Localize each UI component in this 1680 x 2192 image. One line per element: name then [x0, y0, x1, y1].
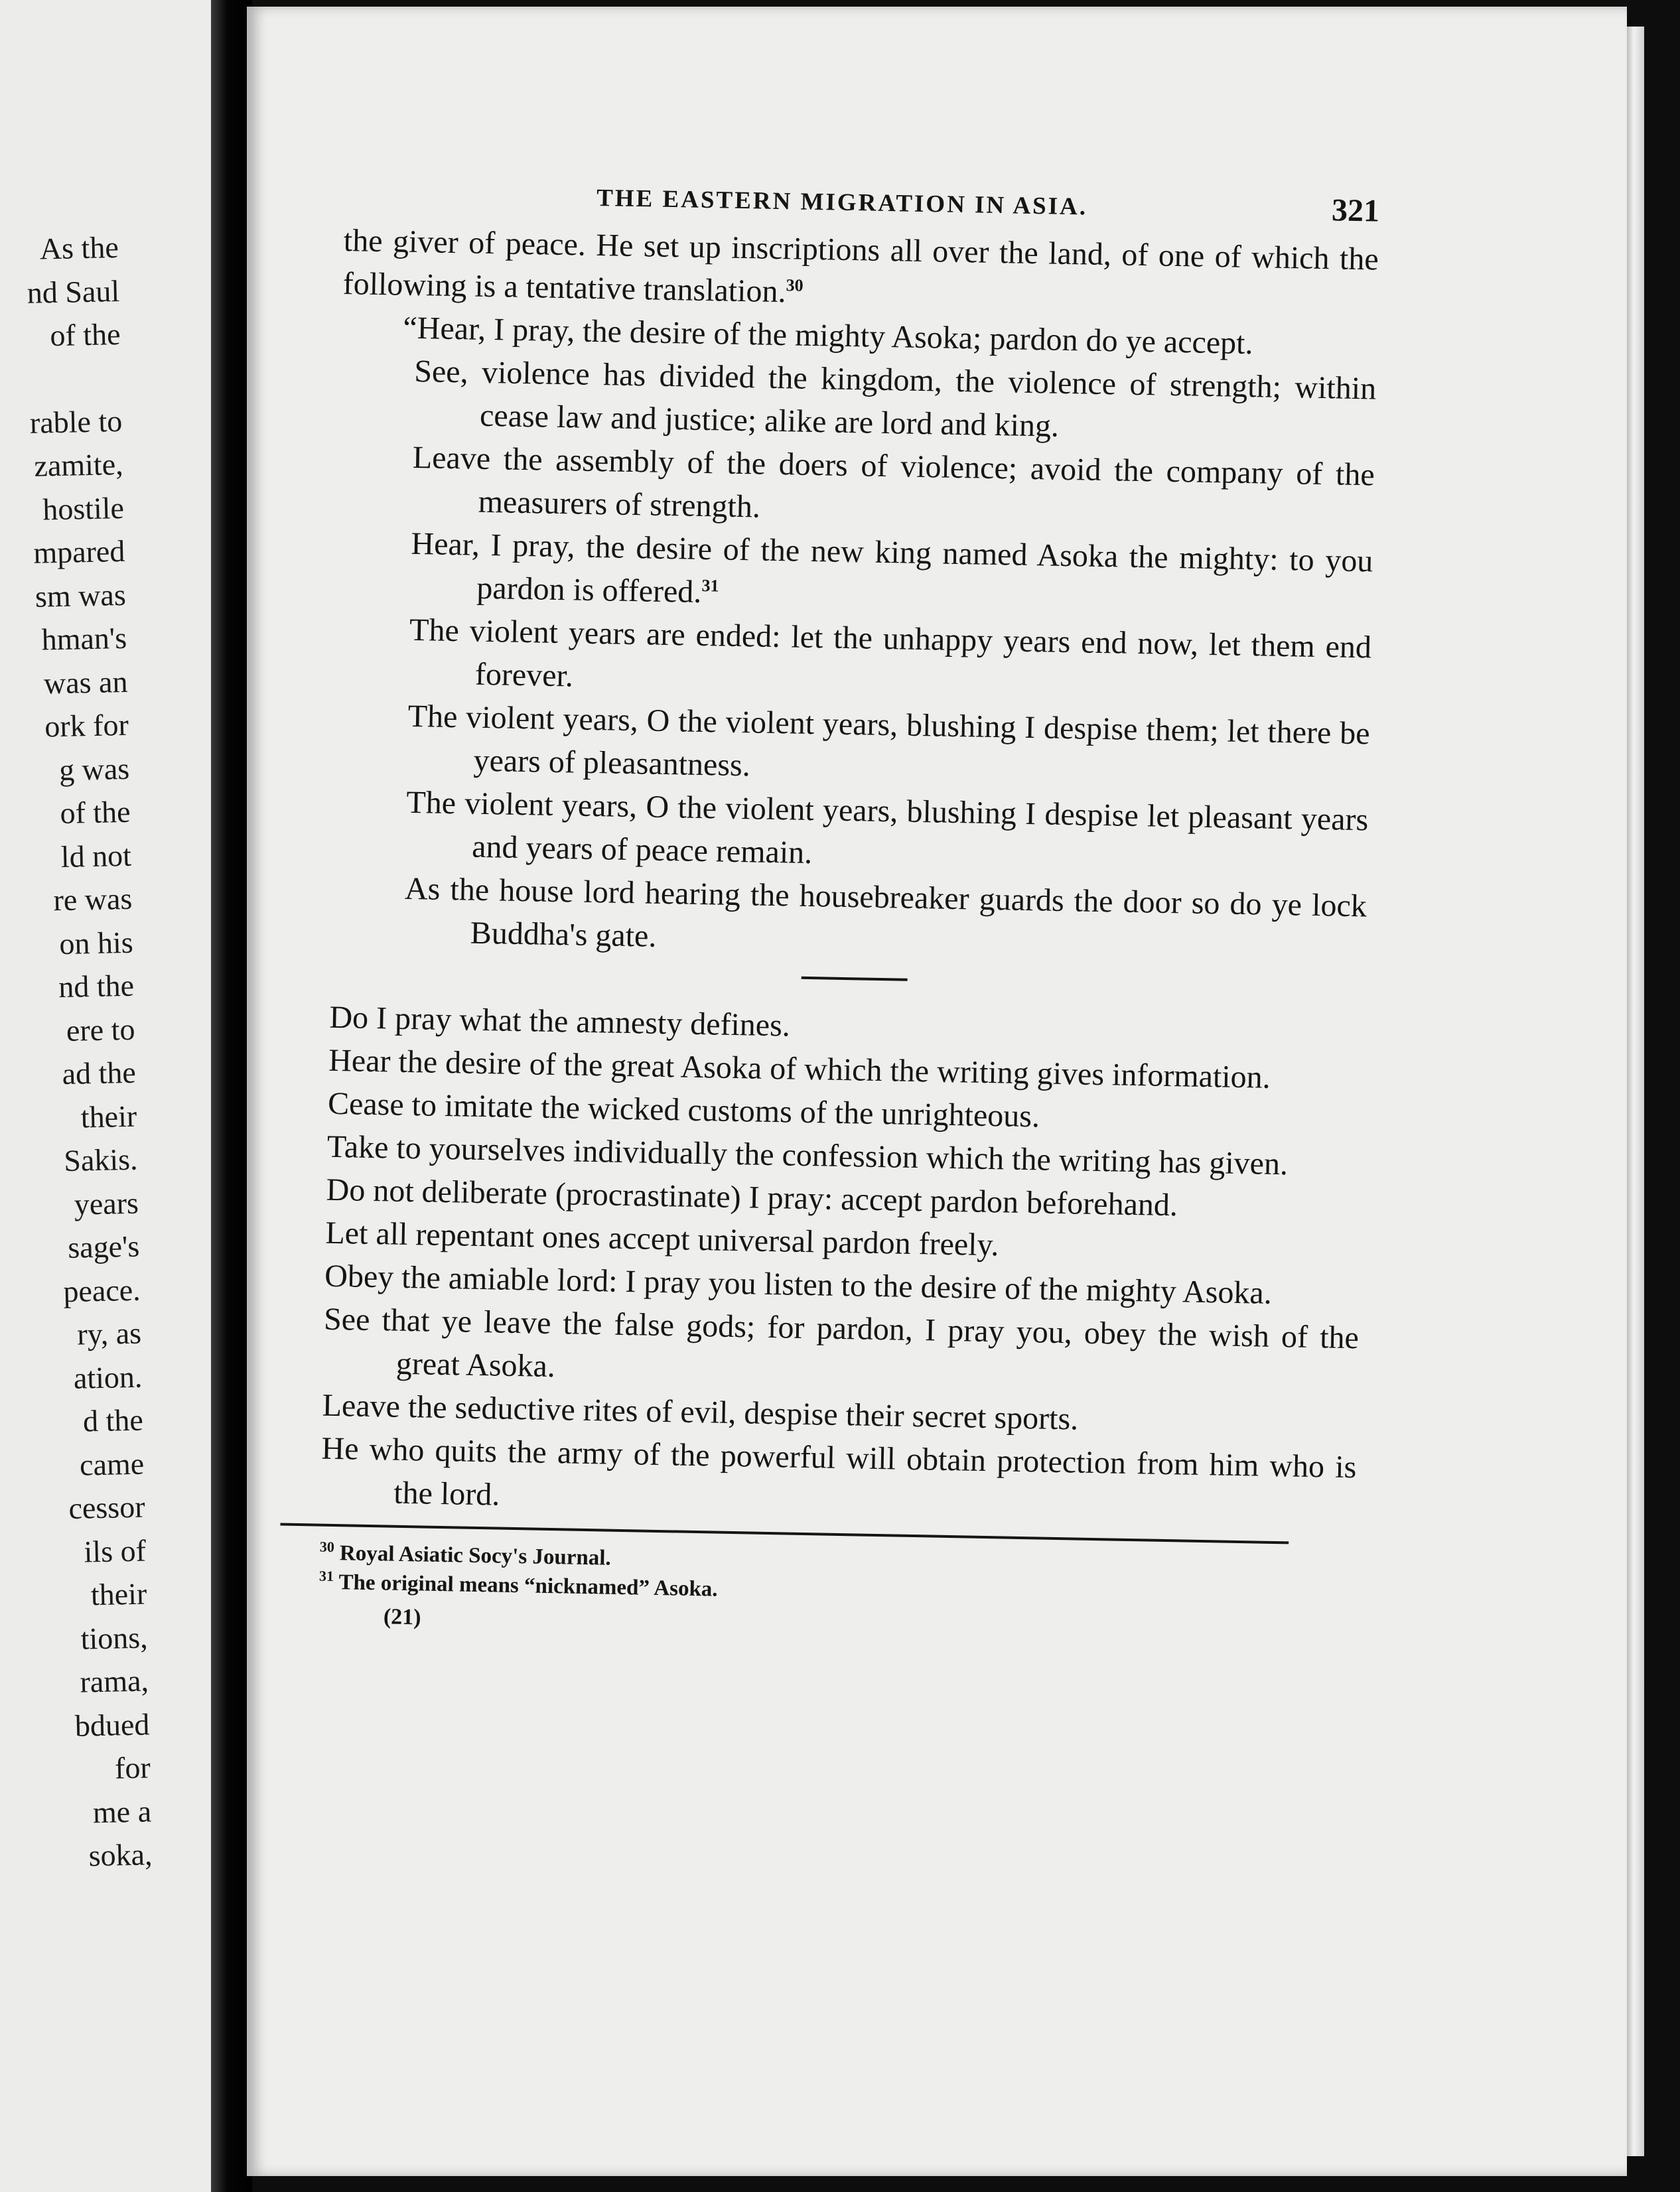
inscription-line: He who quits the army of the powerful will obtain protection from him who is the lord.	[321, 1430, 1357, 1513]
page-number: 321	[1331, 192, 1380, 229]
left-page-line: d the	[82, 1403, 144, 1438]
running-title: THE EASTERN MIGRATION IN ASIA.	[596, 184, 1088, 221]
left-page-line: bdued	[74, 1707, 150, 1743]
inscription-line: Let all repentant ones accept universal pardon freely.	[325, 1215, 999, 1263]
signature-mark: (21)	[383, 1604, 421, 1630]
footnote-ref: 30	[786, 275, 804, 295]
left-page-line: Sakis.	[63, 1142, 139, 1178]
left-page-line: mpared	[33, 533, 125, 570]
left-page-line: hman's	[41, 620, 127, 657]
left-page-line: their	[80, 1099, 137, 1134]
footnote-ref: 31	[701, 575, 719, 596]
footnote-text: Royal Asiatic Socy's Journal.	[339, 1541, 612, 1570]
left-page-line: soka,	[88, 1837, 153, 1873]
inscription-line-text: Hear, I pray, the desire of the new king named Asoka the mighty: to you pardon is offered.	[411, 525, 1373, 610]
left-page-line: nd Saul	[27, 273, 120, 310]
page-content	[318, 166, 1380, 1647]
left-page-line: rable to	[29, 403, 123, 440]
left-page-line: re was	[52, 881, 133, 918]
book-gutter	[211, 0, 252, 2192]
left-page-line: of the	[59, 794, 131, 831]
inscription-line: Do I pray what the amnesty defines.	[328, 999, 791, 1044]
section-divider	[802, 977, 908, 981]
left-page-line: was an	[43, 664, 128, 700]
intro-text: the giver of peace. He set up inscriptions all over the land, of one of which the following is a tentative translation.	[342, 222, 1379, 310]
inscription-stanza-group-2	[320, 996, 1365, 1532]
footnote-text: The original means “nicknamed” Asoka.	[338, 1570, 718, 1602]
left-page-line: hostile	[42, 490, 125, 526]
inscription-line	[330, 866, 1367, 971]
left-page-line: their	[90, 1576, 147, 1612]
inscription-line-text: The violent years are ended: let the unhappy years end now, let them end forever.	[409, 612, 1372, 694]
inscription-line: Take to yourselves individually the confession which the writing has given.	[326, 1129, 1289, 1182]
left-page-line: ld not	[60, 838, 132, 874]
left-page-line: g was	[58, 751, 130, 787]
left-page-line: tions,	[80, 1620, 149, 1656]
left-page-line: nd the	[58, 968, 135, 1004]
inscription-line: Leave the seductive rites of evil, despise their secret sports.	[322, 1387, 1079, 1437]
inscription-line: Obey the amiable lord: I pray you listen to the desire of the mighty Asoka.	[324, 1258, 1273, 1311]
left-page-line: rama,	[79, 1663, 149, 1699]
inscription-line-text: The violent years, O the violent years, blushing I despise them; let there be years of pleasantness.	[407, 698, 1371, 784]
left-page-line: ere to	[66, 1012, 135, 1048]
footnote-number: 30	[319, 1538, 335, 1556]
left-page-line: ad the	[62, 1055, 137, 1091]
left-page-line: years	[74, 1186, 139, 1221]
inscription-line-text: The violent years, O the violent years, blushing I despise let pleasant years and years of peace remain.	[405, 784, 1369, 871]
footnote-number: 31	[318, 1567, 334, 1585]
inscription-line: Do not deliberate (procrastinate) I pray: accept pardon beforehand.	[326, 1172, 1178, 1223]
left-page-line: cessor	[68, 1489, 145, 1525]
inscription-line-text: As the house lord hearing the housebreaker guards the door so do ye lock Buddha's gate.	[404, 870, 1367, 954]
inscription-line: See that ye leave the false gods; for pardon, I pray you, obey the wish of the great Asoka.	[323, 1301, 1360, 1385]
left-page-line: on his	[58, 925, 134, 961]
left-page-line: sage's	[67, 1229, 140, 1265]
inscription-line: Cease to imitate the wicked customs of the unrighteous.	[327, 1085, 1040, 1134]
inscription-line: Hear the desire of the great Asoka of which the writing gives information.	[328, 1042, 1271, 1095]
left-page-line: As the	[39, 230, 119, 266]
page-edge	[1627, 27, 1644, 2156]
inscription-line-text: “Hear, I pray, the desire of the mighty Asoka; pardon do ye accept.	[403, 310, 1253, 362]
left-page-line: ork for	[44, 707, 129, 744]
inscription-line-text: See, violence has divided the kingdom, the violence of strength; within cease law and justice; alike are lord and king.	[413, 353, 1377, 444]
left-page-line: ils of	[84, 1533, 147, 1569]
left-page-line: peace.	[62, 1272, 141, 1308]
left-facing-page	[0, 0, 211, 2192]
left-page-line: zamite,	[33, 446, 124, 483]
left-page-line: came	[79, 1446, 145, 1482]
left-page-line: ry, as	[76, 1316, 142, 1351]
inscription-line-text: Leave the assembly of the doers of violence; avoid the company of the measurers of strength.	[412, 439, 1375, 525]
left-page-line: ation.	[73, 1359, 143, 1395]
left-page-text	[0, 226, 153, 1885]
left-page-line: of the	[49, 316, 121, 353]
left-page-line: sm was	[35, 577, 127, 614]
left-page-line: for	[114, 1750, 151, 1785]
footnotes	[318, 1539, 1354, 1616]
left-page-line: me a	[92, 1793, 152, 1829]
inscription-stanza-group-1	[330, 305, 1377, 971]
